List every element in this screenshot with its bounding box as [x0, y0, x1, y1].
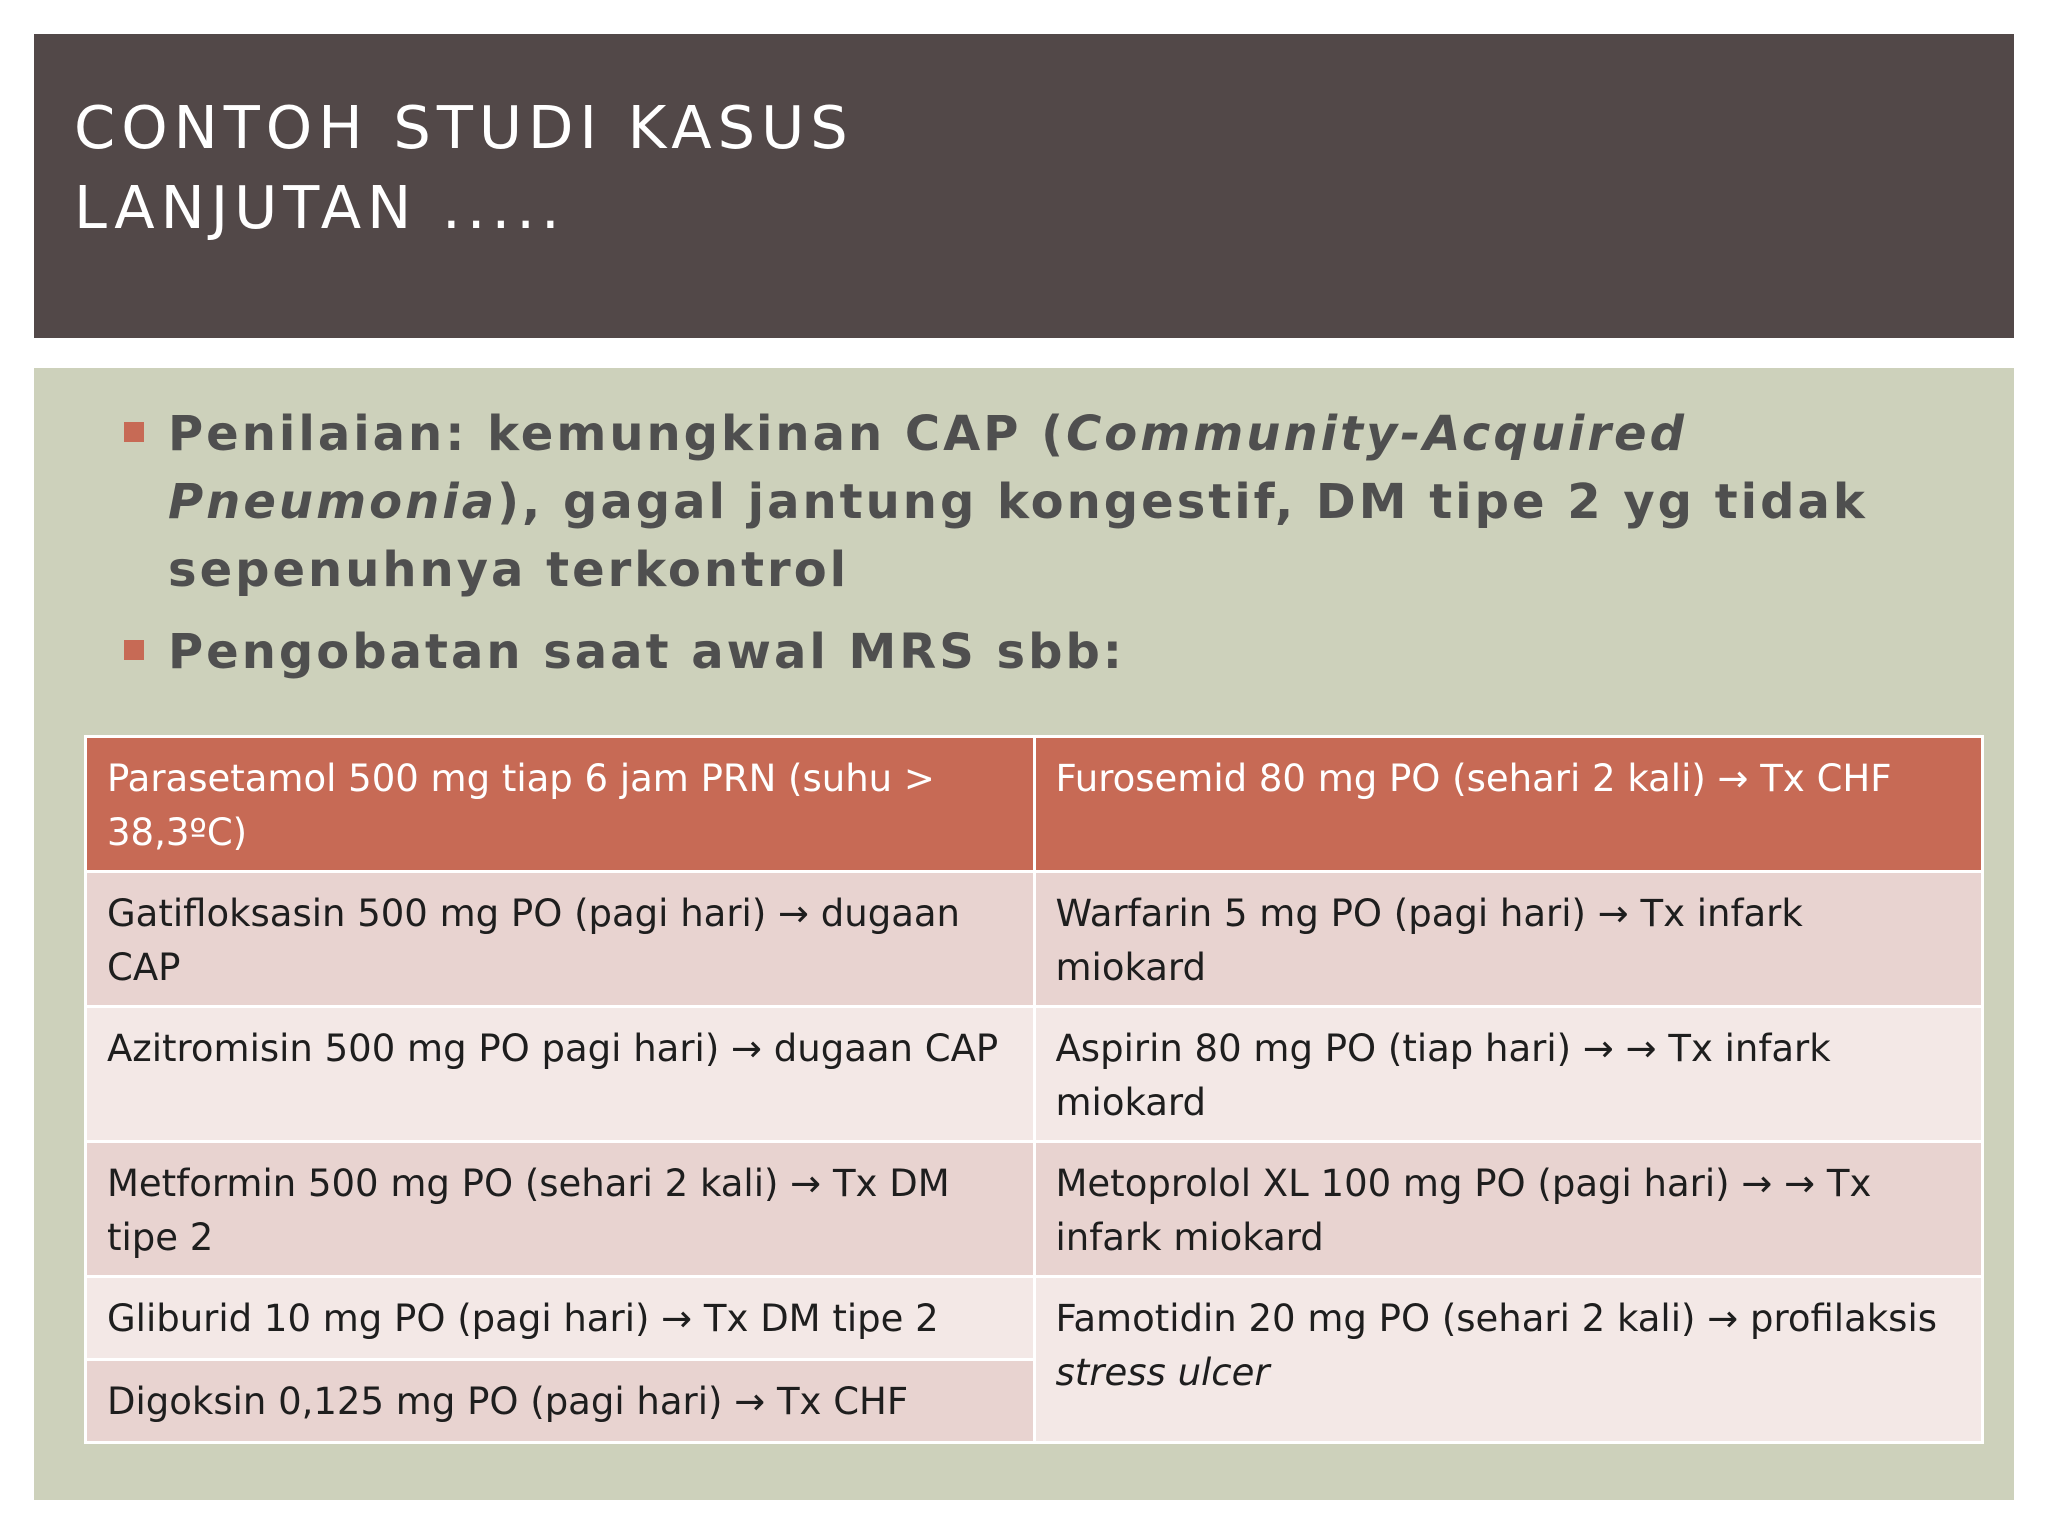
- table-header-row: [86, 737, 1983, 872]
- square-bullet-icon: [124, 640, 144, 660]
- table-cell-left: Digoksin 0,125 mg PO (pagi hari) → Tx CHF: [86, 1360, 1035, 1443]
- table-cell-header-left: Parasetamol 500 mg tiap 6 jam PRN (suhu > 38,3ºC): [86, 737, 1035, 872]
- table-cell-right: Metoprolol XL 100 mg PO (pagi hari) → → Tx infark miokard: [1034, 1142, 1983, 1277]
- table-cell-left: Azitromisin 500 mg PO pagi hari) → dugaan CAP: [86, 1007, 1035, 1142]
- table-row: [86, 872, 1983, 1007]
- bullet-assessment: [88, 400, 1968, 604]
- table-row: [86, 1007, 1983, 1142]
- table-row: [86, 1277, 1983, 1360]
- table-cell-left: Metformin 500 mg PO (sehari 2 kali) → Tx DM tipe 2: [86, 1142, 1035, 1277]
- treatment-text: Pengobatan saat awal MRS sbb:: [168, 624, 1125, 680]
- merged-cell-text: Famotidin 20 mg PO (sehari 2 kali) → profilaksis: [1055, 1297, 1937, 1340]
- table-cell-header-right: Furosemid 80 mg PO (sehari 2 kali) → Tx CHF: [1034, 737, 1983, 872]
- title-line-1: CONTOH STUDI KASUS: [74, 93, 854, 162]
- assessment-text-suffix: ), gagal jantung kongestif, DM tipe 2 yg tidak sepenuhnya terkontrol: [168, 474, 1868, 598]
- merged-cell-italic: stress ulcer: [1055, 1351, 1270, 1394]
- assessment-text-italic: Community-Acquired Pneumonia: [168, 406, 1687, 530]
- table-cell-right: Aspirin 80 mg PO (tiap hari) → → Tx infark miokard: [1034, 1007, 1983, 1142]
- table-cell-left: Gliburid 10 mg PO (pagi hari) → Tx DM tipe 2: [86, 1277, 1035, 1360]
- table-cell-left: Gatifloksasin 500 mg PO (pagi hari) → dugaan CAP: [86, 872, 1035, 1007]
- medication-table: [84, 735, 1984, 1444]
- bullet-treatment: [88, 618, 1968, 686]
- square-bullet-icon: [124, 422, 144, 442]
- table-cell-right-merged: [1034, 1277, 1983, 1443]
- slide-title: [74, 88, 854, 248]
- table-row: [86, 1142, 1983, 1277]
- assessment-text-prefix: Penilaian: kemungkinan CAP (: [168, 406, 1067, 462]
- title-line-2: LANJUTAN .....: [74, 173, 566, 242]
- table-cell-right: Warfarin 5 mg PO (pagi hari) → Tx infark miokard: [1034, 872, 1983, 1007]
- bullet-list: [88, 400, 1968, 700]
